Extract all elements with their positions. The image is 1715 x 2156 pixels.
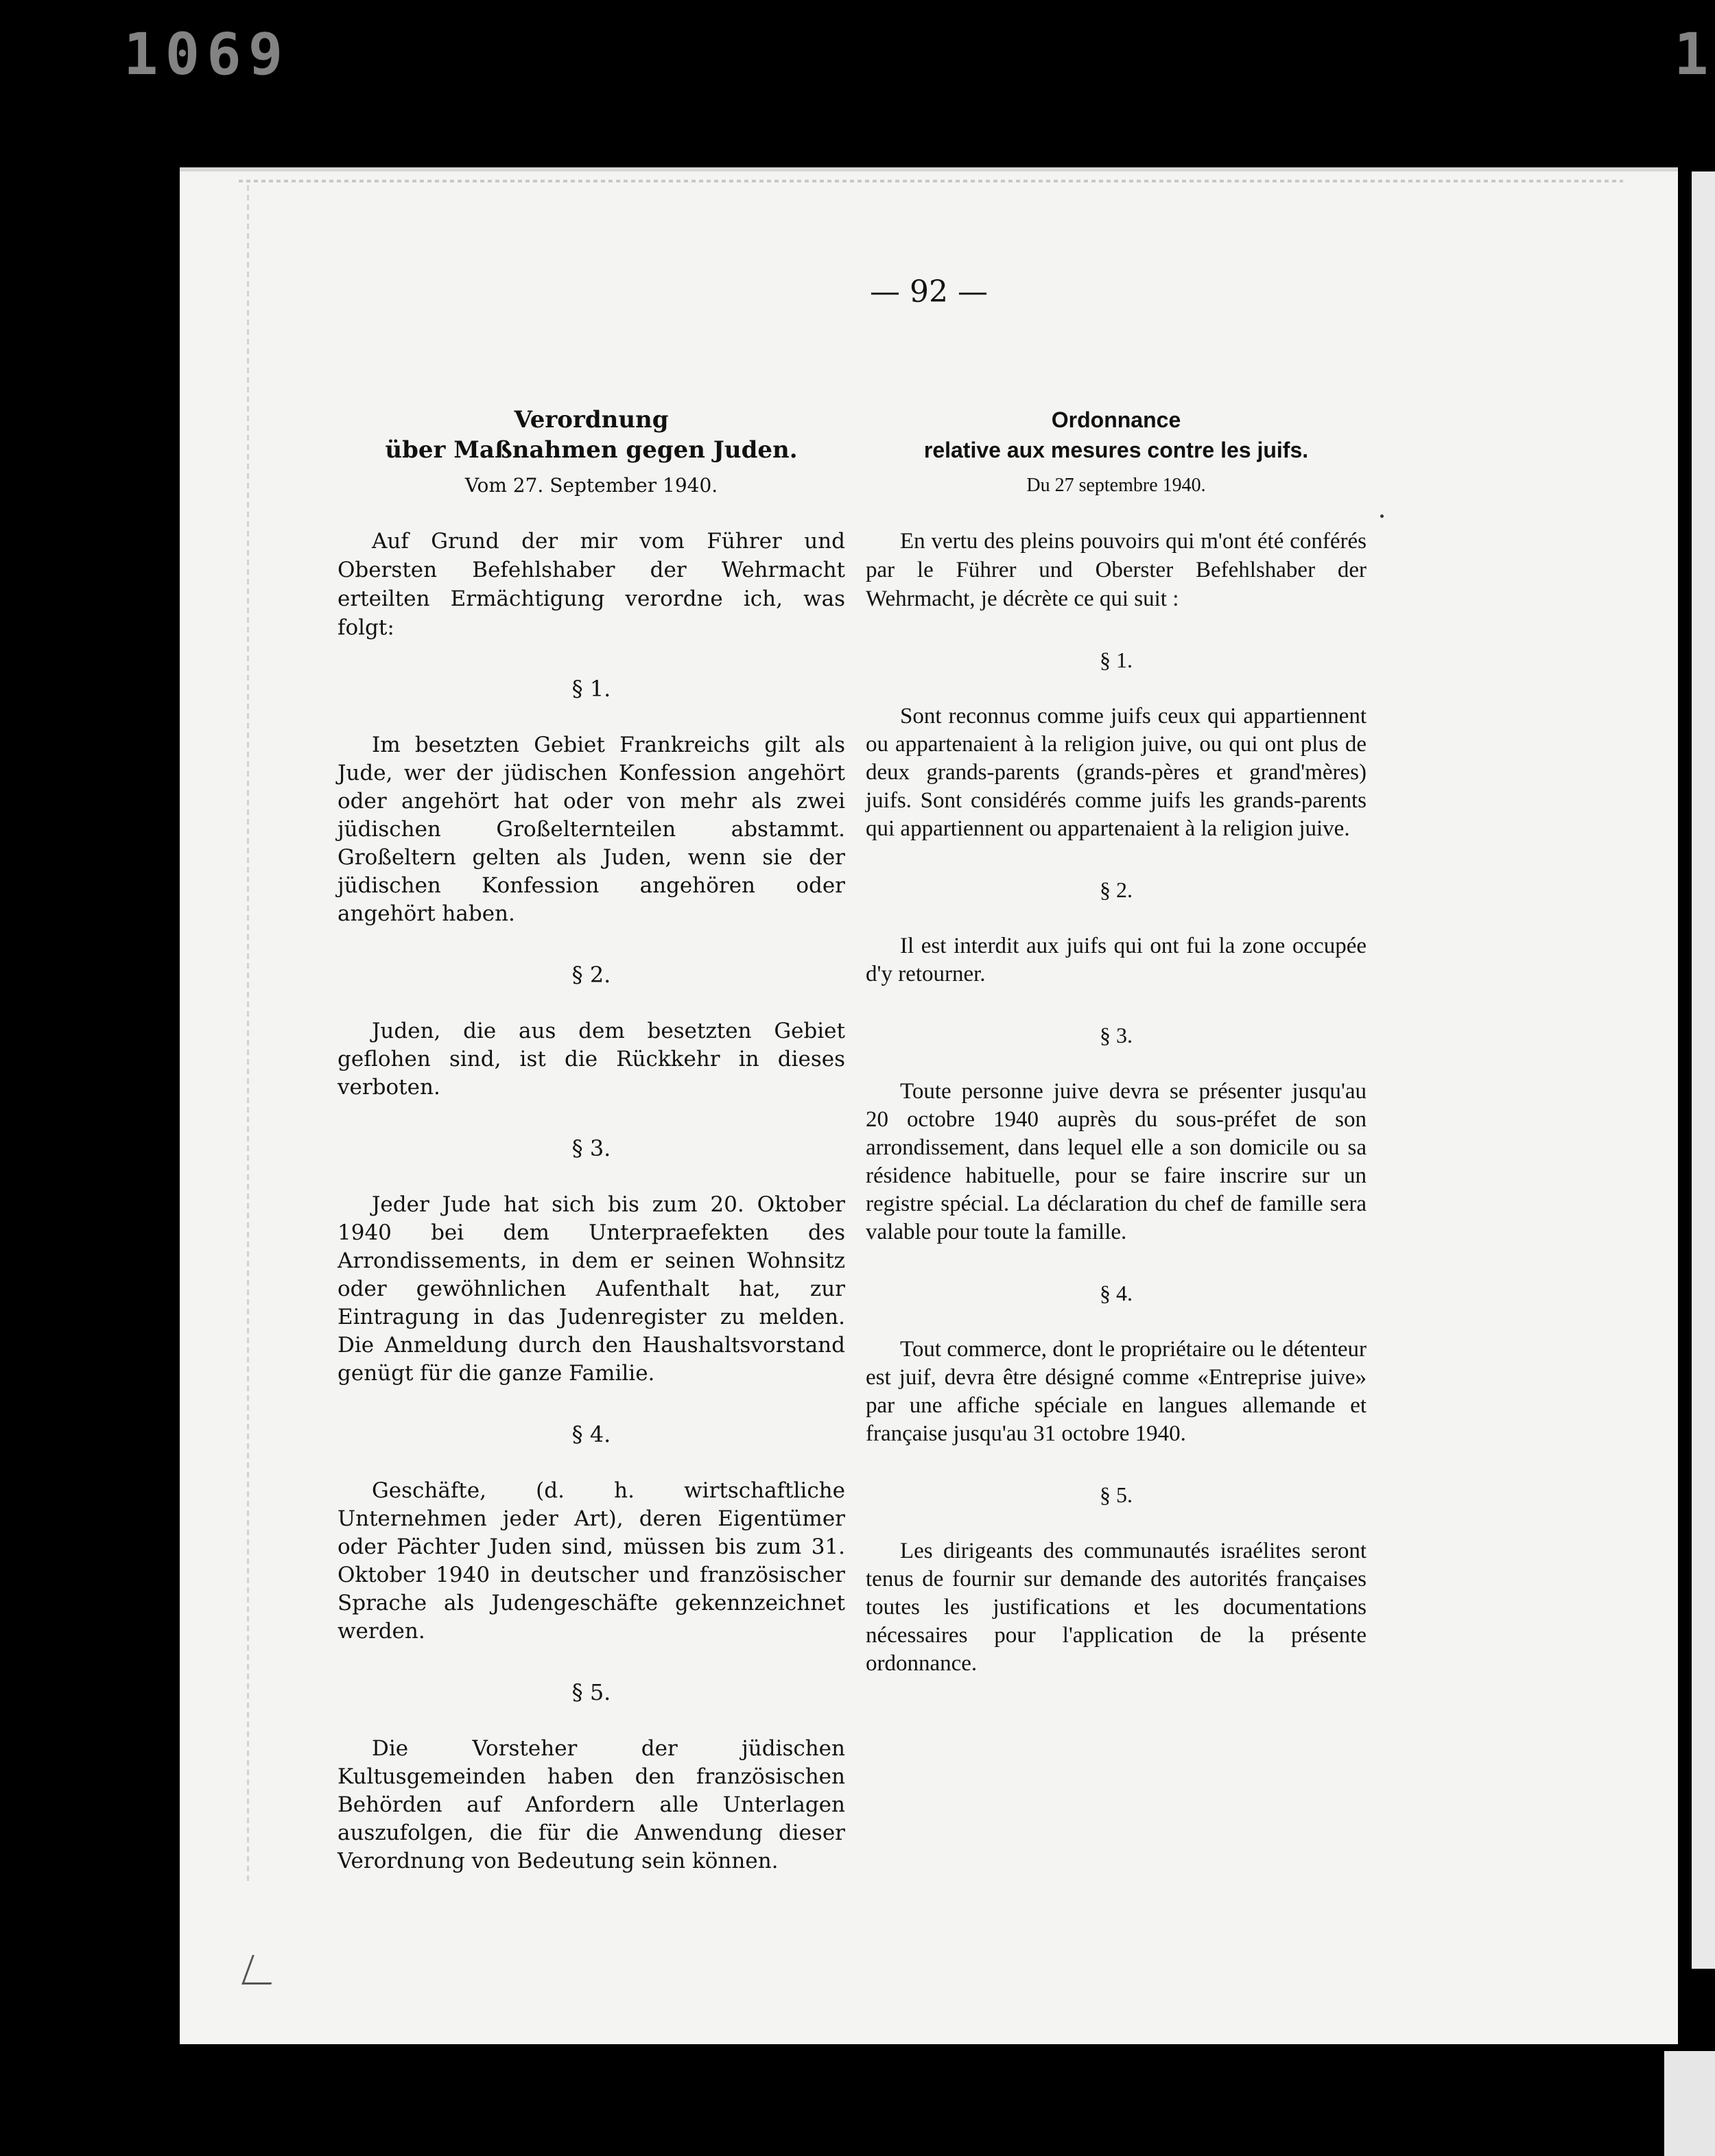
french-title-line1: Ordonnance (1051, 407, 1181, 432)
german-section-heading: § 2. (571, 962, 611, 988)
german-section-text: Juden, die aus dem besetzten Gebiet geflohen sind, ist die Rückkehr in dieses verboten. (338, 1019, 845, 1100)
french-column (866, 405, 1367, 1678)
document-page (180, 167, 1678, 2044)
corner-fold-mark (241, 1955, 282, 1985)
adjacent-page-edge (1692, 171, 1715, 1969)
french-section-heading: § 3. (1100, 1023, 1133, 1047)
german-title-line1: Verordnung (514, 406, 669, 434)
adjacent-page-edge-bottom (1664, 2051, 1715, 2156)
german-section-text: Im besetzten Gebiet Frankreichs gilt als Jude, wer der jüdischen Konfession angehört oder angehört hat oder von mehr als zwei jüdischen Großelternteilen abstammt. Großeltern gelten als Juden, wenn sie der jüdischen Konfession angehören oder angehört haben. (338, 733, 845, 926)
french-section-heading: § 2. (1100, 877, 1133, 902)
german-section-heading: § 1. (571, 676, 611, 702)
film-frame-number: 1069 (123, 21, 290, 88)
french-section-heading: § 4. (1100, 1281, 1133, 1305)
german-date: Vom 27. September 1940. (464, 474, 718, 497)
german-section-heading: § 5. (571, 1679, 611, 1705)
french-section-text: Sont reconnus comme juifs ceux qui appartiennent ou appartenaient à la religion juive, ou qui ont plus de deux grands-parents (grands-pères et grand'mères) juifs. Sont considérés comme juifs les grands-parents qui appartiennent ou appartenaient à la religion juive. (866, 704, 1367, 841)
ink-speck (1380, 514, 1384, 518)
french-section-text: Toute personne juive devra se présenter jusqu'au 20 octobre 1940 auprès du sous-préfet de son arrondissement, dans lequel elle a son domicile ou sa résidence habituelle, pour se faire inscrire sur un registre spécial. La déclaration du chef de famille sera valable pour toute la famille. (866, 1079, 1367, 1244)
page-number: — 92 — (870, 274, 988, 309)
french-date: Du 27 septembre 1940. (1026, 475, 1206, 496)
french-section-heading: § 5. (1100, 1482, 1133, 1507)
german-section-heading: § 3. (571, 1135, 611, 1161)
german-section-text: Geschäfte, (d. h. wirtschaftliche Unternehmen jeder Art), deren Eigentümer oder Pächter Juden sind, müssen bis zum 31. Oktober 1940 in deutscher und französischer Sprache als Judengeschäfte gekennzeichnet werden. (338, 1478, 845, 1644)
german-section-heading: § 4. (571, 1421, 611, 1447)
french-section-text: Il est interdit aux juifs qui ont fui la zone occupée d'y retourner. (866, 934, 1367, 986)
film-frame-number-right: 1 (1674, 21, 1709, 88)
german-title-line2: über Maßnahmen gegen Juden. (385, 436, 798, 464)
french-section-text: Tout commerce, dont le propriétaire ou le détenteur est juif, devra être désigné comme «Entreprise juive» par une affiche spéciale en langues allemande et française jusqu'au 31 octobre 1940. (866, 1337, 1367, 1446)
german-section-text: Jeder Jude hat sich bis zum 20. Oktober 1940 bei dem Unterpraefekten des Arrondissements, in dem er seinen Wohnsitz oder gewöhnlichen Aufenthalt hat, zur Eintragung in das Judenregister zu melden. Die Anmeldung durch den Haushaltsvorstand genügt für die ganze Familie. (338, 1192, 845, 1386)
german-column (338, 405, 845, 1875)
german-section-text: Die Vorsteher der jüdischen Kultusgemeinden haben den französischen Behörden auf Anfordern alle Unterlagen auszufolgen, die für die Anwendung dieser Verordnung von Bedeutung sein können. (338, 1736, 845, 1873)
french-title-line2: relative aux mesures contre les juifs. (923, 438, 1309, 462)
french-section-heading: § 1. (1100, 648, 1133, 672)
french-section-text: Les dirigeants des communautés israélites seront tenus de fournir sur demande des autorités françaises toutes les justifications et les documentations nécessaires pour l'application de la présente ordonnance. (866, 1539, 1367, 1676)
german-preamble: Auf Grund der mir vom Führer und Obersten Befehlshaber der Wehrmacht erteilten Ermächtigung verordne ich, was folgt: (338, 529, 845, 640)
french-preamble: En vertu des pleins pouvoirs qui m'ont été conférés par le Führer und Oberster Befehlshaber der Wehrmacht, je décrète ce qui suit : (866, 529, 1367, 611)
